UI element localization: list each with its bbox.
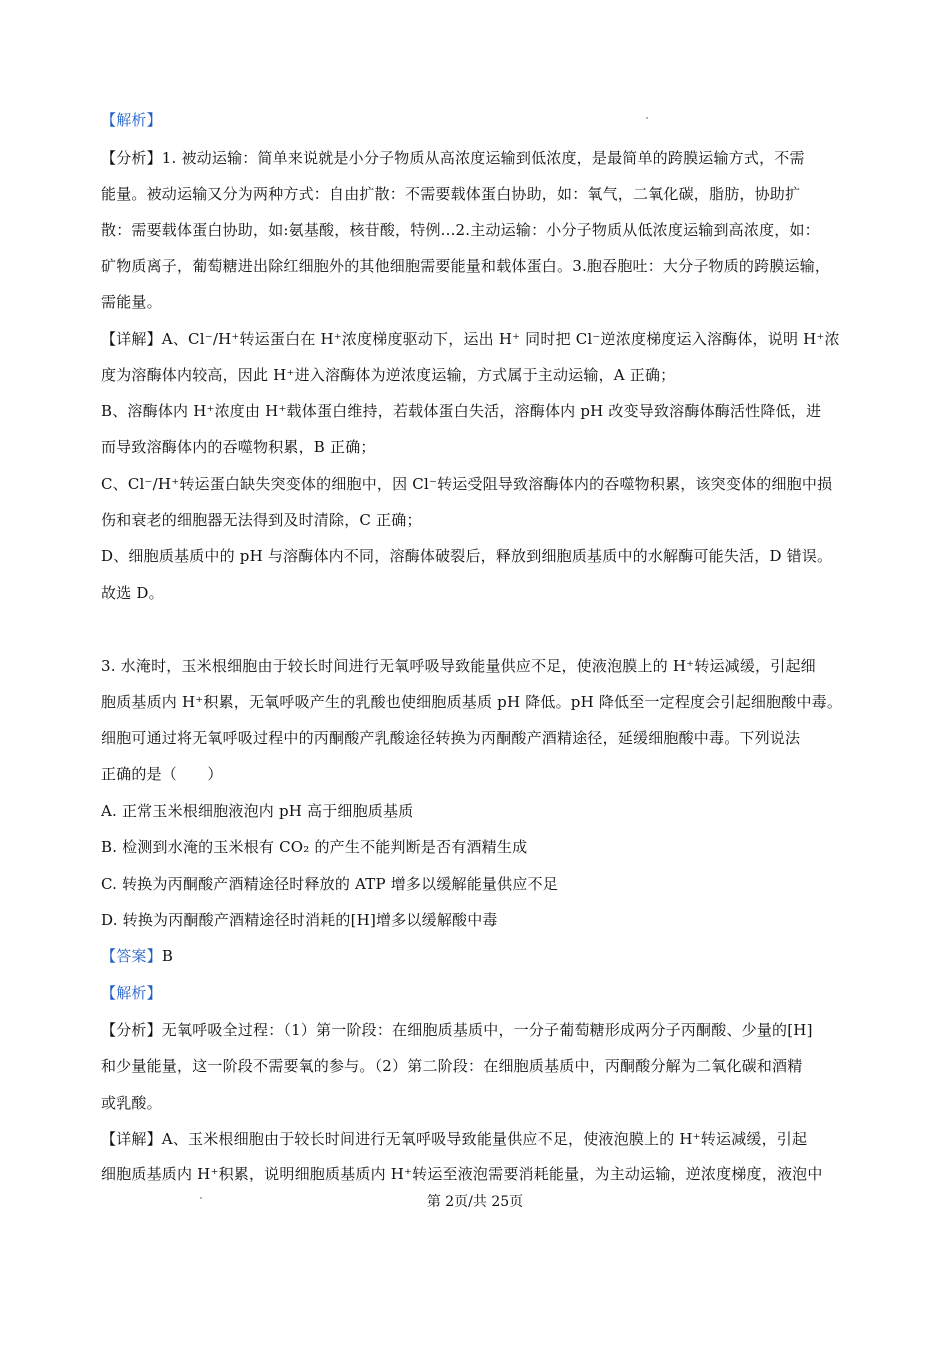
text-line: 故选 D。 xyxy=(101,584,164,602)
answer-line: 【答案】B xyxy=(101,947,174,965)
option-b: B. 检测到水淹的玉米根有 CO₂ 的产生不能判断是否有酒精生成 xyxy=(101,838,528,856)
option-a: A. 正常玉米根细胞液泡内 pH 高于细胞质基质 xyxy=(101,802,414,820)
text-line: 需能量。 xyxy=(101,293,162,311)
text-line: 【分析】无氧呼吸全过程：（1）第一阶段：在细胞质基质中，一分子葡萄糖形成两分子丙酮酸、少量的[H] xyxy=(101,1021,813,1039)
text-line: 和少量能量，这一阶段不需要氧的参与。（2）第二阶段：在细胞质基质中，丙酮酸分解为二氧化碳和酒精 xyxy=(101,1057,803,1075)
text-line: 散：需要载体蛋白协助，如:氨基酸，核苷酸，特例...2.主动运输：小分子物质从低浓度运输到高浓度，如： xyxy=(101,221,820,239)
question-line: 正确的是（ ） xyxy=(101,765,223,783)
text-line: 细胞质基质内 H⁺积累，说明细胞质基质内 H⁺转运至液泡需要消耗能量，为主动运输，逆浓度梯度，液泡中 xyxy=(101,1165,823,1183)
text-line: 而导致溶酶体内的吞噬物积累，B 正确； xyxy=(101,438,376,456)
text-line: D、细胞质基质中的 pH 与溶酶体内不同，溶酶体破裂后，释放到细胞质基质中的水解酶可能失活，D 错误。 xyxy=(101,547,833,565)
text-line: 度为溶酶体内较高，因此 H⁺进入溶酶体为逆浓度运输，方式属于主动运输，A 正确； xyxy=(101,366,676,384)
text-line: 矿物质离子，葡萄糖进出除红细胞外的其他细胞需要能量和载体蛋白。3.胞吞胞吐：大分子物质的跨膜运输， xyxy=(101,257,831,275)
question-line: 胞质基质内 H⁺积累，无氧呼吸产生的乳酸也使细胞质基质 pH 降低。pH 降低至一定程度会引起细胞酸中毒。 xyxy=(101,693,843,711)
text-line: 或乳酸。 xyxy=(101,1094,162,1112)
text-line: 伤和衰老的细胞器无法得到及时清除，C 正确； xyxy=(101,511,422,529)
question-line: 3. 水淹时，玉米根细胞由于较长时间进行无氧呼吸导致能量供应不足，使液泡膜上的 H⁺转运减缓，引起细 xyxy=(101,657,816,675)
text-line: 【解析】 xyxy=(101,984,162,1002)
text-line: 【详解】A、Cl⁻/H⁺转运蛋白在 H⁺浓度梯度驱动下，运出 H⁺ 同时把 Cl⁻逆浓度梯度运入溶酶体，说明 H⁺浓 xyxy=(101,330,840,348)
text-line: B、溶酶体内 H⁺浓度由 H⁺载体蛋白维持，若载体蛋白失活，溶酶体内 pH 改变导致溶酶体酶活性降低，进 xyxy=(101,402,822,420)
text-line: 【解析】 xyxy=(101,111,162,129)
option-c: C. 转换为丙酮酸产酒精途径时释放的 ATP 增多以缓解能量供应不足 xyxy=(101,875,558,893)
option-d: D. 转换为丙酮酸产酒精途径时消耗的[H]增多以缓解酸中毒 xyxy=(101,911,498,929)
question-line: 细胞可通过将无氧呼吸过程中的丙酮酸产乳酸途径转换为丙酮酸产酒精途径，延缓细胞酸中毒。下列说法 xyxy=(101,729,801,747)
text-line: 【分析】1. 被动运输：简单来说就是小分子物质从高浓度运输到低浓度，是最简单的跨膜运输方式，不需 xyxy=(101,149,805,167)
text-line: C、Cl⁻/H⁺转运蛋白缺失突变体的细胞中，因 Cl⁻转运受阻导致溶酶体内的吞噬物积累，该突变体的细胞中损 xyxy=(101,475,833,493)
text-line: 能量。被动运输又分为两种方式：自由扩散：不需要载体蛋白协助，如：氧气，二氧化碳，脂肪，协助扩 xyxy=(101,185,801,203)
text-line: 【详解】A、玉米根细胞由于较长时间进行无氧呼吸导致能量供应不足，使液泡膜上的 H⁺转运减缓，引起 xyxy=(101,1130,808,1148)
page-number-footer: 第 2页/共 25页 xyxy=(426,1194,524,1210)
